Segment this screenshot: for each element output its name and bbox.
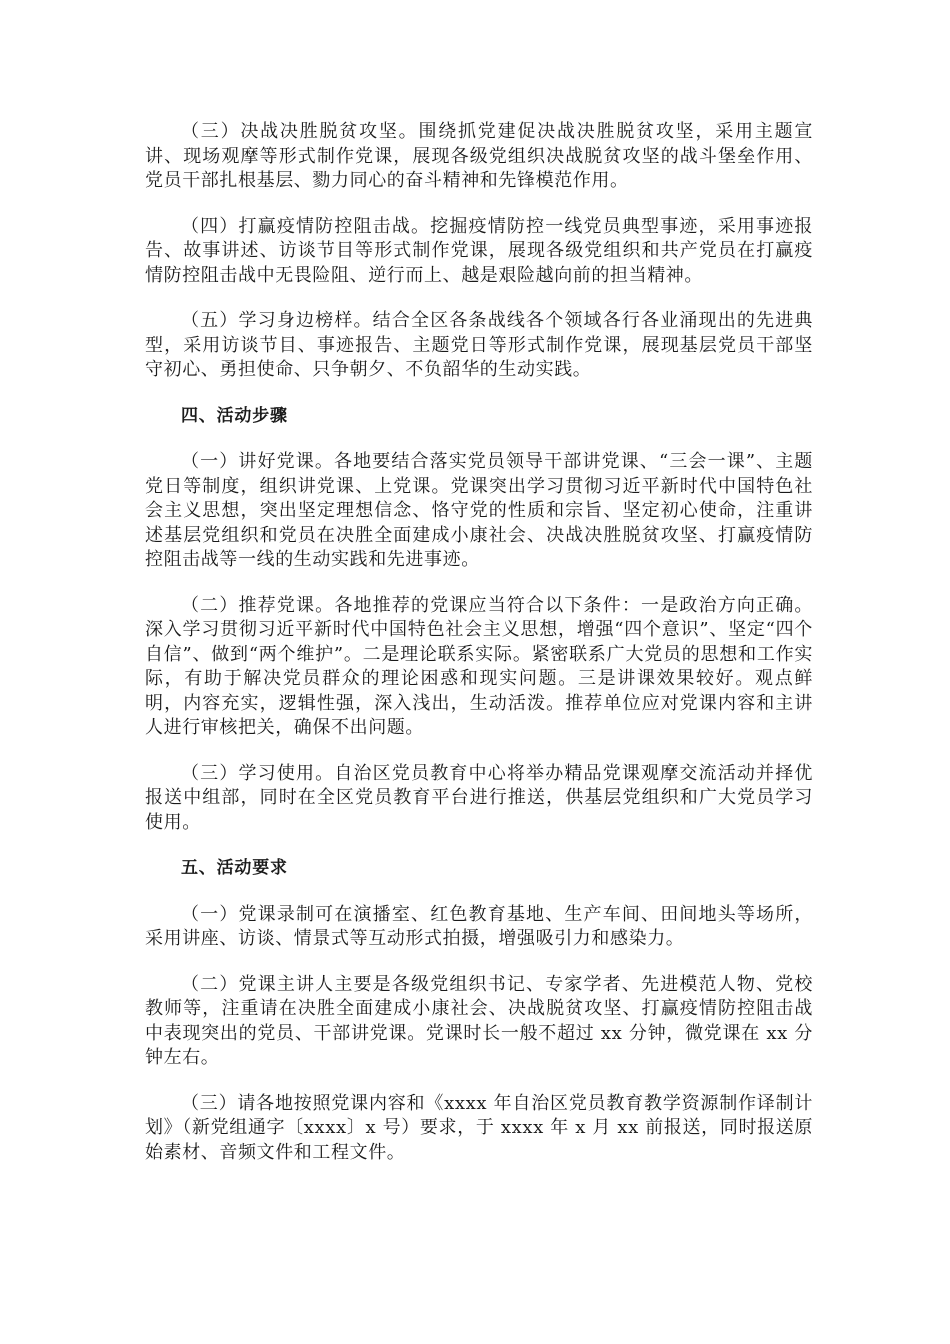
paragraph-study-use: （三）学习使用。自治区党员教育中心将举办精品党课观摩交流活动并择优报送中组部，同时在全区党员教育平台进行推送，供基层党组织和广大党员学习使用。 <box>145 762 813 833</box>
document-page <box>145 120 813 1186</box>
paragraph-submission: （三）请各地按照党课内容和《xxxx 年自治区党员教育教学资源制作译制计划》（新党组通字〔xxxx〕x 号）要求，于 xxxx 年 x 月 xx 前报送，同时报送原始素材、音频文件和工程文件。 <box>145 1092 813 1163</box>
paragraph-lecturers: （二）党课主讲人主要是各级党组织书记、专家学者、先进模范人物、党校教师等，注重请在决胜全面建成小康社会、决战脱贫攻坚、打赢疫情防控阻击战中表现突出的党员、干部讲党课。党课时长一般不超过 xx 分钟，微党课在 xx 分钟左右。 <box>145 973 813 1068</box>
paragraph-role-models: （五）学习身边榜样。结合全区各条战线各个领域各行各业涌现出的先进典型，采用访谈节目、事迹报告、主题党日等形式制作党课，展现基层党员干部坚守初心、勇担使命、只争朝夕、不负韶华的生动实践。 <box>145 310 813 380</box>
paragraph-recording-venue: （一）党课录制可在演播室、红色教育基地、生产车间、田间地头等场所，采用讲座、访谈、情景式等互动形式拍摄，增强吸引力和感染力。 <box>145 903 813 949</box>
paragraph-give-party-lessons: （一）讲好党课。各地要结合落实党员领导干部讲党课、“三会一课”、主题党日等制度，组织讲党课、上党课。党课突出学习贯彻习近平新时代中国特色社会主义思想，突出坚定理想信念、恪守党的性质和宗旨、坚定初心使命，注重讲述基层党组织和党员在决胜全面建成小康社会、决战决胜脱贫攻坚、打赢疫情防控阻击战等一线的生动实践和先进事迹。 <box>145 451 813 570</box>
section-heading-activity-requirements: 五、活动要求 <box>181 858 288 878</box>
section-heading-activity-steps: 四、活动步骤 <box>181 405 288 426</box>
paragraph-recommend-lessons: （二）推荐党课。各地推荐的党课应当符合以下条件：一是政治方向正确。深入学习贯彻习近平新时代中国特色社会主义思想，增强“四个意识”、坚定“四个自信”、做到“两个维护”。二是理论联系实际。紧密联系广大党员的思想和工作实际，有助于解决党员群众的理论困惑和现实问题。三是讲课效果较好。观点鲜明，内容充实，逻辑性强，深入浅出，生动活泼。推荐单位应对党课内容和主讲人进行审核把关，确保不出问题。 <box>145 594 813 738</box>
paragraph-poverty-alleviation: （三）决战决胜脱贫攻坚。围绕抓党建促决战决胜脱贫攻坚，采用主题宣讲、现场观摩等形式制作党课，展现各级党组织决战脱贫攻坚的战斗堡垒作用、党员干部扎根基层、勠力同心的奋斗精神和先锋模范作用。 <box>145 121 813 191</box>
paragraph-epidemic-prevention: （四）打赢疫情防控阻击战。挖掘疫情防控一线党员典型事迹，采用事迹报告、故事讲述、访谈节目等形式制作党课，展现各级党组织和共产党员在打赢疫情防控阻击战中无畏险阻、逆行而上、越是艰险越向前的担当精神。 <box>145 215 813 286</box>
